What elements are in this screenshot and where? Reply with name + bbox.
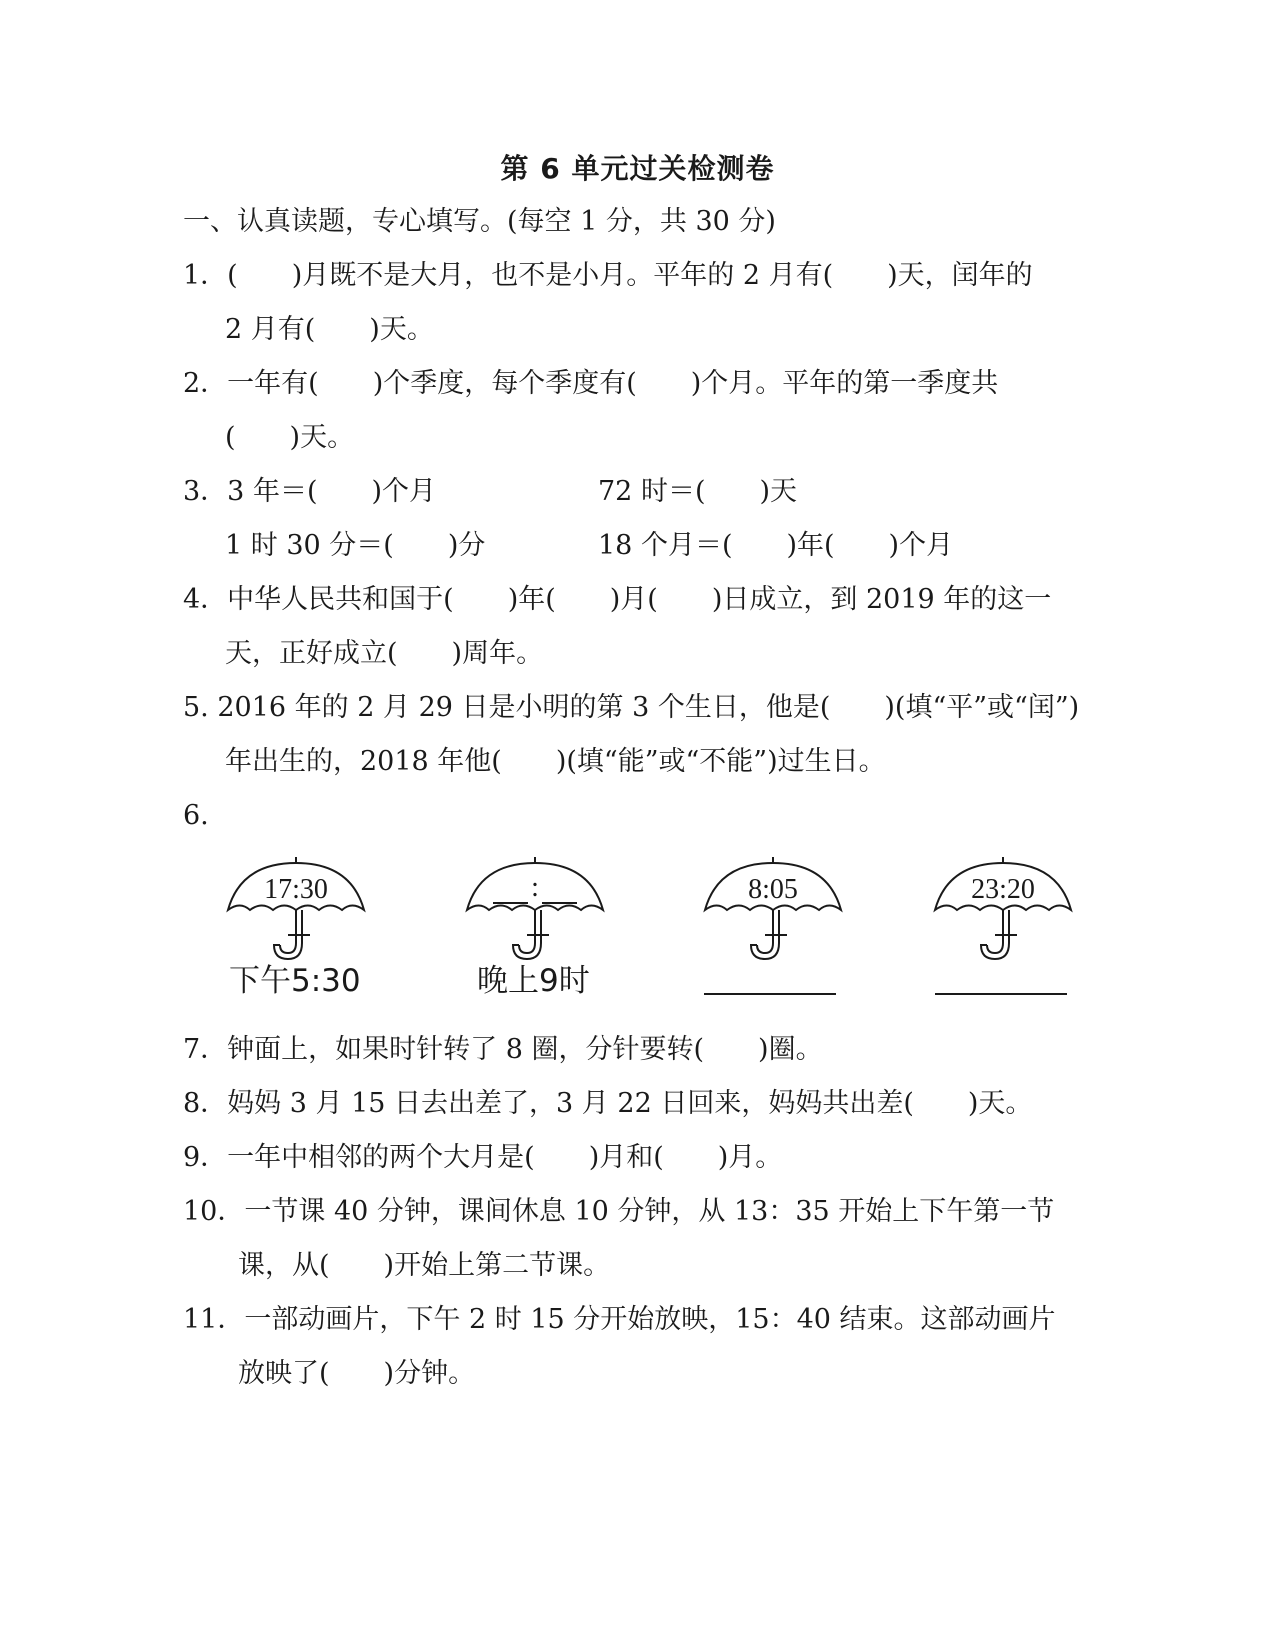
question-2-line-2: ( )天。 — [225, 422, 355, 453]
question-1-line-2: 2 月有( )天。 — [225, 314, 434, 345]
question-4-line-2: 天，正好成立( )周年。 — [225, 638, 544, 669]
question-11-line-1: 11．一部动画片，下午 2 时 15 分开始放映，15：40 结束。这部动画片 — [183, 1304, 1056, 1335]
page-title: 第 6 单元过关检测卷 — [500, 152, 775, 185]
question-3-d: 18 个月＝( )年( )个月 — [598, 530, 954, 561]
umbrella-1-label: 下午5:30 — [229, 963, 361, 999]
question-1-line-1: 1．( )月既不是大月，也不是小月。平年的 2 月有( )天，闰年的 — [183, 260, 1033, 291]
umbrella-2-label: 晚上9时 — [477, 963, 590, 999]
umbrella-3-answer-line[interactable] — [704, 993, 836, 995]
question-5-line-2: 年出生的，2018 年他( )(填“能”或“不能”)过生日。 — [225, 746, 886, 777]
question-10-line-2: 课，从( )开始上第二节课。 — [238, 1250, 611, 1281]
umbrella-2-colon: : — [531, 872, 539, 903]
question-5-line-1: 5. 2016 年的 2 月 29 日是小明的第 3 个生日，他是( )(填“平”或“闰”) — [183, 692, 1080, 723]
section-heading: 一、认真读题，专心填写。(每空 1 分，共 30 分) — [183, 206, 776, 237]
umbrella-icon — [465, 855, 605, 960]
question-8: 8．妈妈 3 月 15 日去出差了，3 月 22 日回来，妈妈共出差( )天。 — [183, 1088, 1033, 1119]
umbrella-icon — [933, 855, 1073, 960]
umbrella-2 — [465, 855, 605, 960]
umbrella-4 — [933, 855, 1073, 960]
umbrella-3-time: 8:05 — [748, 874, 798, 905]
umbrella-4-time: 23:20 — [971, 874, 1035, 905]
question-3-a: 3．3 年＝( )个月 — [183, 476, 437, 507]
question-2-line-1: 2．一年有( )个季度，每个季度有( )个月。平年的第一季度共 — [183, 368, 999, 399]
umbrella-4-answer-line[interactable] — [935, 993, 1067, 995]
umbrella-1 — [226, 855, 366, 960]
umbrella-icon — [226, 855, 366, 960]
question-3-c: 1 时 30 分＝( )分 — [225, 530, 486, 561]
question-6-number: 6. — [183, 800, 209, 831]
umbrella-icon — [703, 855, 843, 960]
question-9: 9．一年中相邻的两个大月是( )月和( )月。 — [183, 1142, 783, 1173]
umbrella-1-time: 17:30 — [264, 874, 328, 905]
question-10-line-1: 10．一节课 40 分钟，课间休息 10 分钟，从 13：35 开始上下午第一节 — [183, 1196, 1055, 1227]
umbrella-3 — [703, 855, 843, 960]
question-7: 7．钟面上，如果时针转了 8 圈，分针要转( )圈。 — [183, 1034, 823, 1065]
question-11-line-2: 放映了( )分钟。 — [238, 1358, 476, 1389]
question-4-line-1: 4．中华人民共和国于( )年( )月( )日成立，到 2019 年的这一 — [183, 584, 1052, 615]
question-3-b: 72 时＝( )天 — [598, 476, 798, 507]
